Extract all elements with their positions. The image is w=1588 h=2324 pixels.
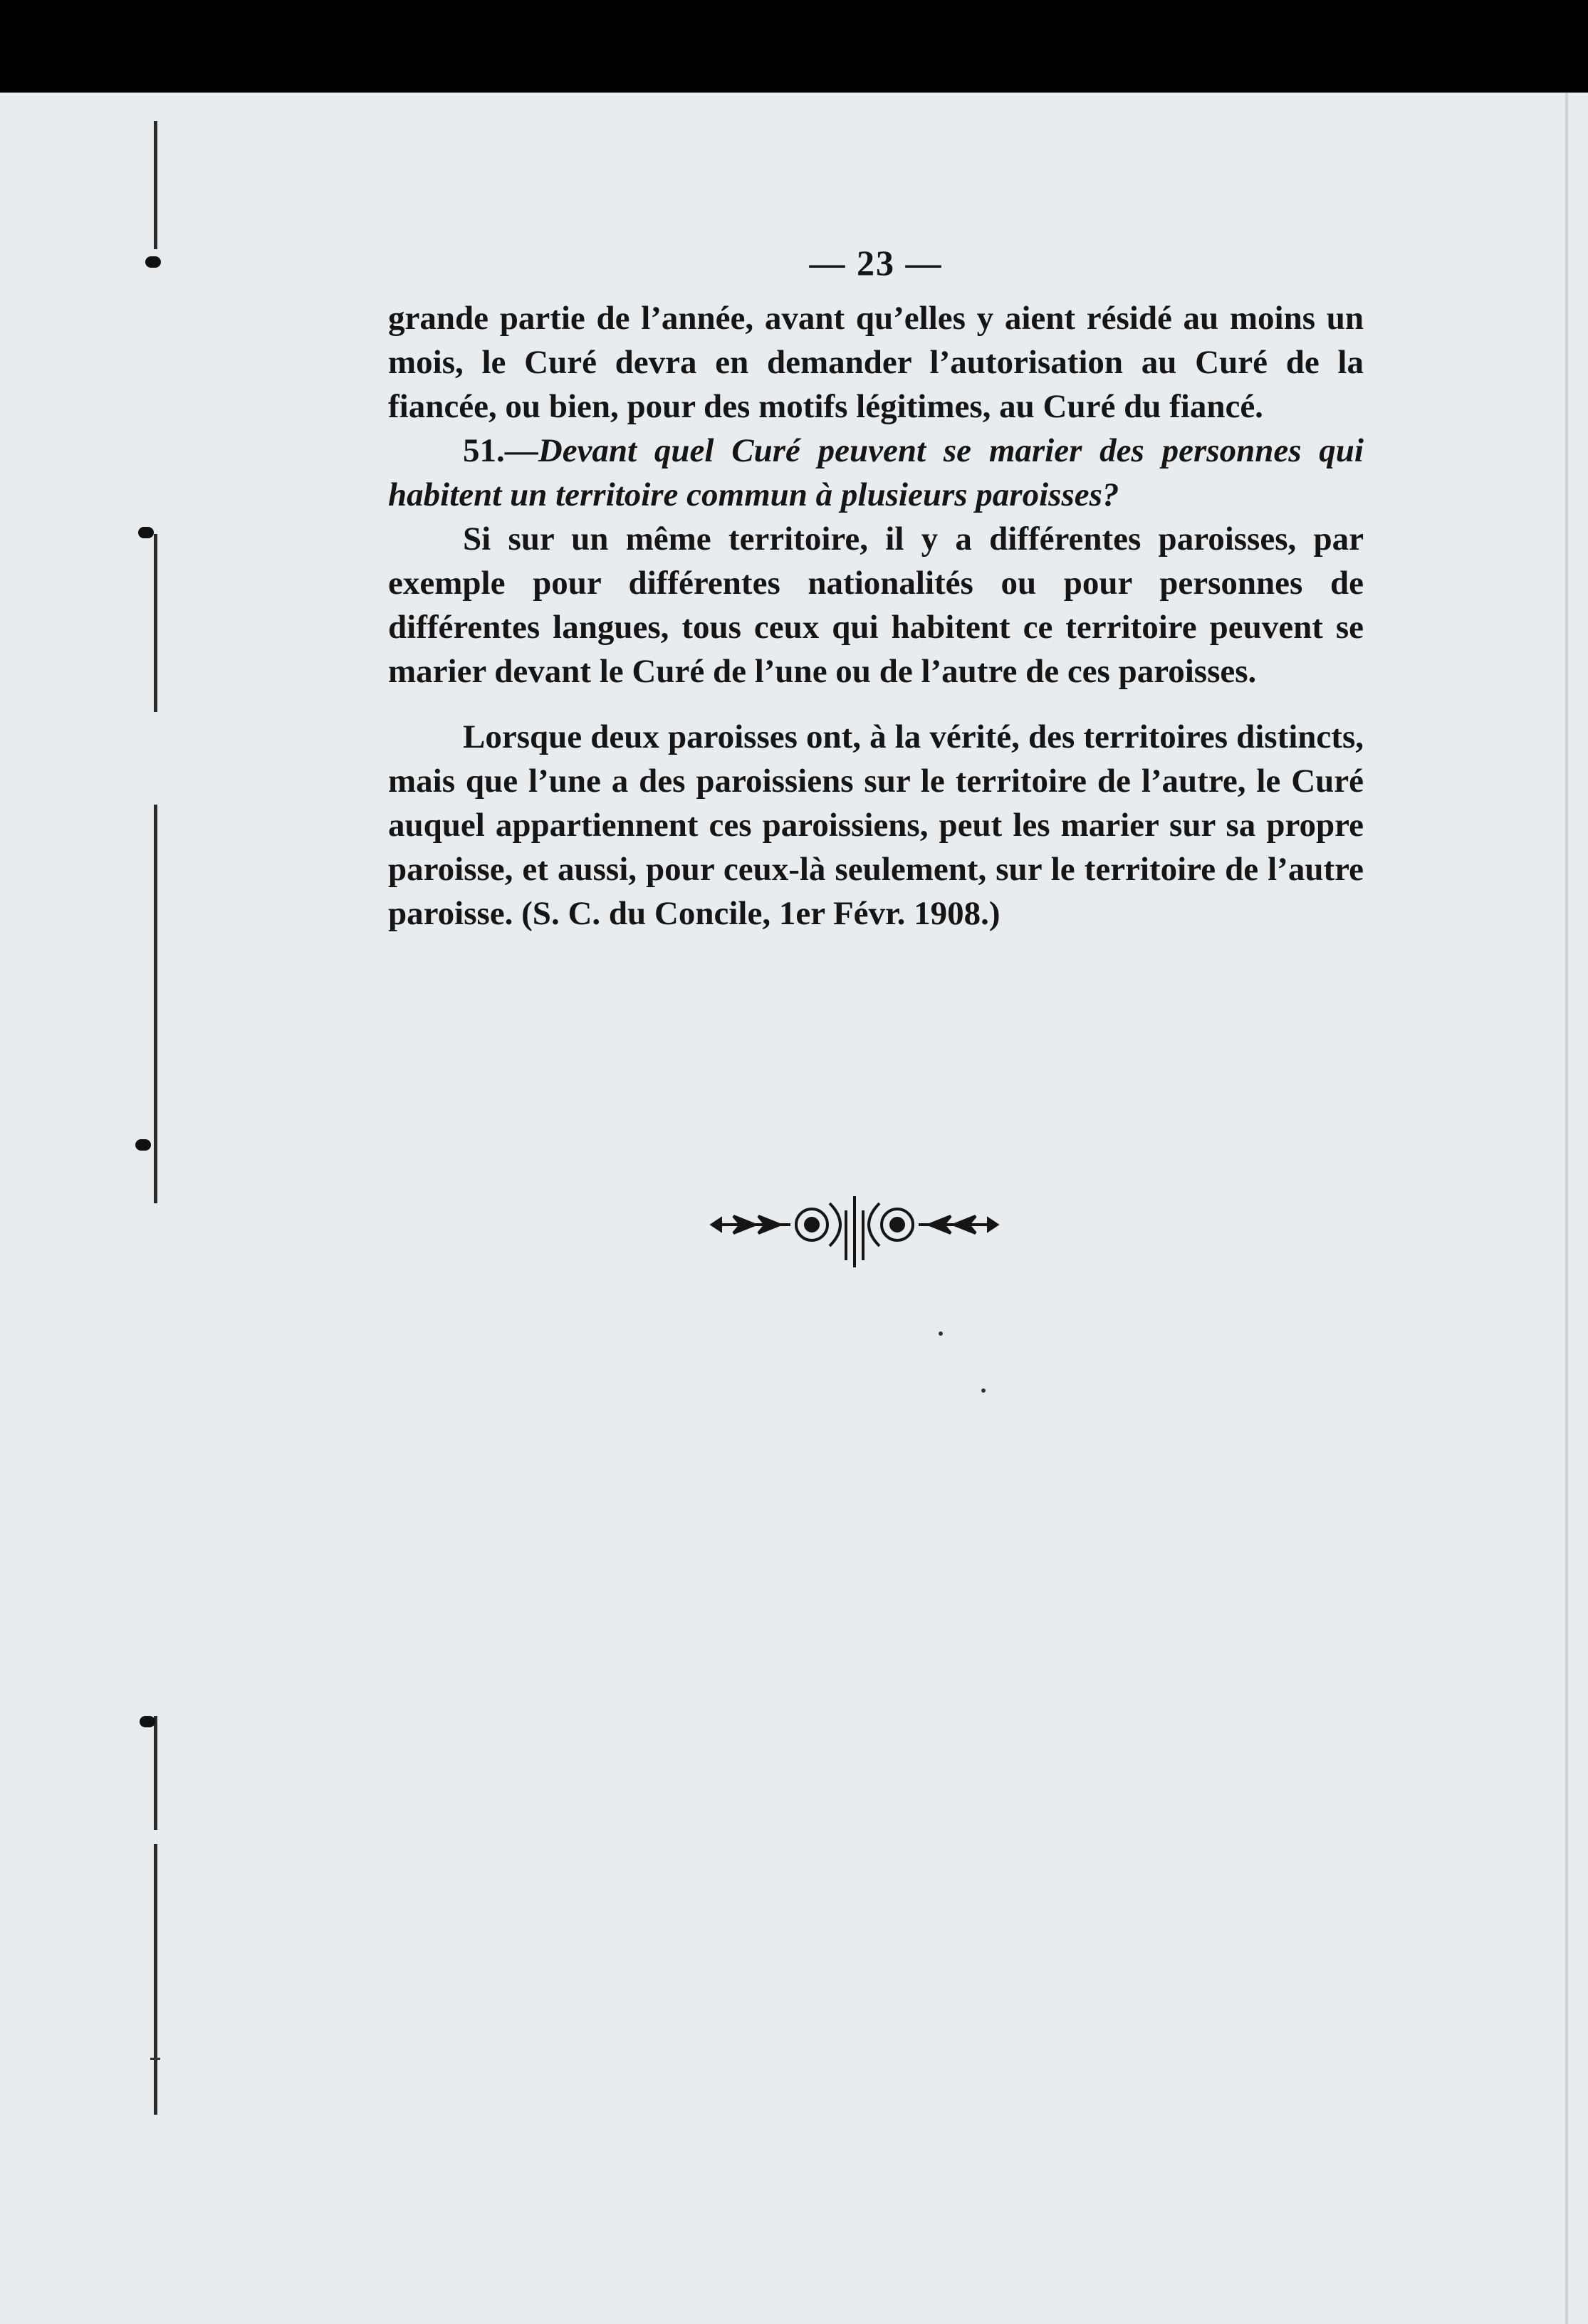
stitch-thread — [154, 1716, 157, 1830]
decorative-fleuron-icon — [705, 1189, 1004, 1274]
stitch-thread — [154, 1844, 157, 2115]
binding-stitches — [128, 93, 171, 2324]
question-51 — [388, 429, 1364, 517]
stitch-mark — [150, 2058, 160, 2060]
stitch-thread — [154, 805, 157, 1203]
ink-speck — [981, 1388, 986, 1393]
citation: (S. C. du Concile, 1er Févr. 1908.) — [521, 895, 1001, 932]
paragraph-continuation: grande partie de l’année, avant qu’elles y aient résidé au moins un mois, le Curé devra en demander l’autorisation au Curé de la fiancée, ou bien, pour des motifs légitimes, au Curé du fiancé. — [388, 300, 1364, 425]
stitch-thread — [154, 121, 157, 249]
ink-speck — [939, 1331, 943, 1336]
book-page — [0, 93, 1588, 2324]
stitch-knot — [145, 256, 161, 268]
question-text: Devant quel Curé peuvent se marier des personnes qui habitent un territoire commun à plusieurs paroisses? — [388, 432, 1364, 513]
paragraph-territories — [388, 715, 1364, 936]
stitch-knot — [135, 1139, 151, 1151]
paragraph-answer: Si sur un même territoire, il y a différentes paroisses, par exemple pour différentes nationalités ou pour personnes de différentes langues, tous ceux qui habitent ce territoire peuvent se marier devant le Curé de l’une ou de l’autre de ces paroisses. — [388, 520, 1364, 690]
page-text — [388, 242, 1364, 936]
paragraph-territories-text: Lorsque deux paroisses ont, à la vérité, des territoires distincts, mais que l’une a des paroissiens sur le territoire de l’autre, le Curé auquel appartiennent ces paroissiens, peut les marier sur sa propre paroisse, et aussi, pour ceux-là seulement, sur le territoire de l’autre paroisse. — [388, 718, 1364, 932]
stitch-knot — [140, 1716, 155, 1727]
page-edge — [1565, 93, 1568, 2324]
question-number: 51.— — [463, 432, 538, 469]
stitch-thread — [154, 534, 157, 712]
page-number: — 23 — — [809, 243, 943, 283]
stitch-knot — [138, 527, 154, 538]
